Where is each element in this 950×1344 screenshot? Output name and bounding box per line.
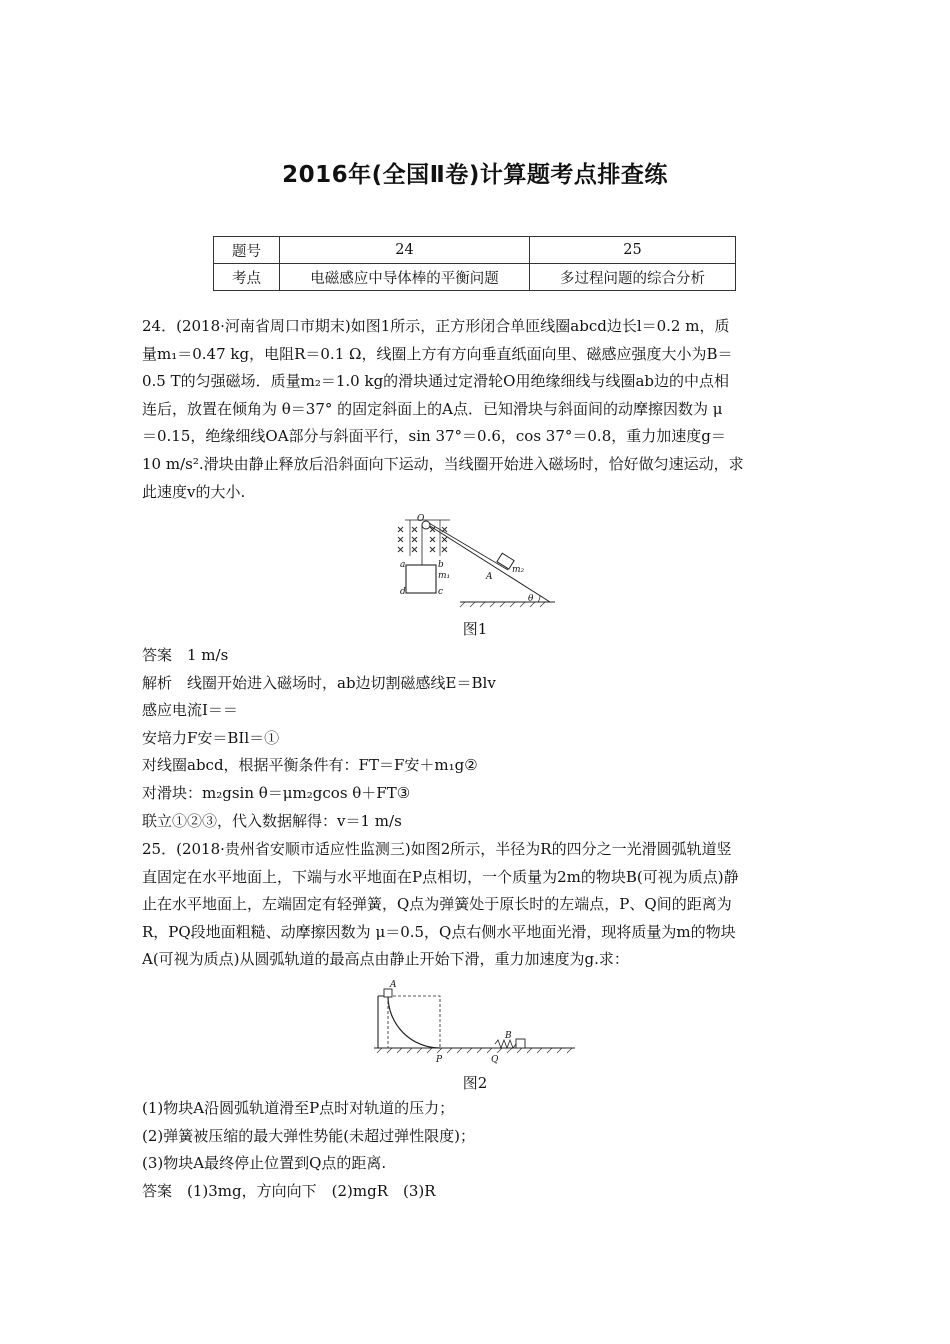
text-line: 直固定在水平地面上，下端与水平地面在P点相切，一个质量为2m的物块B(可视为质点)静 bbox=[142, 867, 739, 886]
text-line: A(可视为质点)从圆弧轨道的最高点由静止开始下滑，重力加速度为g.求： bbox=[142, 950, 629, 969]
label-d: d bbox=[400, 587, 406, 597]
subquestions-25 bbox=[142, 1095, 810, 1205]
label-b: b bbox=[438, 560, 444, 570]
label-Q: Q bbox=[491, 1055, 499, 1065]
sub-question: (3)物块A最终停止位置到Q点的距离. bbox=[142, 1154, 387, 1173]
analysis-line: 联立①②③，代入数据解得：v＝1 m/s bbox=[142, 811, 402, 830]
block-b bbox=[516, 1039, 525, 1048]
label-m1: m₁ bbox=[438, 571, 451, 581]
label-o: O bbox=[417, 514, 425, 524]
table-header-cell: 考点 bbox=[214, 264, 280, 291]
analysis-line: 解析 线圈开始进入磁场时，ab边切割磁感线E＝Blv bbox=[142, 673, 496, 692]
table-cell: 电磁感应中导体棒的平衡问题 bbox=[280, 264, 530, 291]
question-24 bbox=[142, 313, 810, 506]
text-line: R，PQ段地面粗糙、动摩擦因数为 μ＝0.5，Q点右侧水平地面光滑，现将质量为m的物块 bbox=[142, 922, 736, 941]
text-line: 连后，放置在倾角为 θ＝37° 的固定斜面上的A点．已知滑块与斜面间的动摩擦因数为 μ bbox=[142, 399, 723, 418]
spring bbox=[495, 1040, 516, 1048]
analysis-line: 对线圈abcd，根据平衡条件有：FT＝F安＋m₁g② bbox=[142, 756, 478, 775]
label-A: A bbox=[486, 572, 493, 582]
analysis-line: 对滑块：m₂gsin θ＝μm₂gcos θ＋FT③ bbox=[142, 783, 411, 802]
table-cell: 24 bbox=[280, 237, 530, 264]
sub-question: (1)物块A沿圆弧轨道滑至P点时对轨道的压力； bbox=[142, 1099, 455, 1117]
table-row bbox=[214, 264, 736, 291]
table-cell: 多过程问题的综合分析 bbox=[530, 264, 736, 291]
figure-2 bbox=[370, 976, 580, 1066]
label-B: B bbox=[505, 1031, 512, 1041]
text-line: 24．(2018·河南省周口市期末)如图1所示，正方形闭合单匝线圈abcd边长l＝0.2 m，质 bbox=[142, 317, 730, 335]
block-a bbox=[384, 989, 392, 997]
label-P: P bbox=[436, 1055, 443, 1065]
question-25 bbox=[142, 836, 810, 974]
arc-track bbox=[388, 996, 440, 1048]
label-theta: θ bbox=[528, 594, 534, 604]
sub-question: (2)弹簧被压缩的最大弹性势能(未超过弹性限度)； bbox=[142, 1126, 475, 1145]
label-a: a bbox=[400, 560, 406, 570]
answer-24 bbox=[142, 642, 810, 835]
analysis-line: 感应电流I＝＝ bbox=[142, 701, 238, 720]
topics-table bbox=[213, 236, 736, 291]
analysis-line: 安培力F安＝BIl＝① bbox=[142, 728, 280, 747]
text-line: ＝0.15，绝缘细线OA部分与斜面平行，sin 37°＝0.6，cos 37°＝0.8，重力加速度g＝ bbox=[142, 427, 726, 446]
text-line: 量m₁＝0.47 kg，电阻R＝0.1 Ω，线圈上方有方向垂直纸面向里、磁感应强度大小为B＝ bbox=[142, 344, 733, 363]
answer-line: 答案 1 m/s bbox=[142, 646, 229, 664]
figure-2-caption: 图2 bbox=[462, 1074, 488, 1092]
page-title: 2016年(全国Ⅱ卷)计算题考点排查练 bbox=[282, 162, 668, 188]
label-c: c bbox=[438, 587, 444, 597]
text-line: 此速度v的大小. bbox=[142, 482, 246, 501]
text-line: 0.5 T的匀强磁场．质量m₂＝1.0 kg的滑块通过定滑轮O用绝缘细线与线圈ab边的中点相 bbox=[142, 372, 730, 391]
magnetic-field-crosses bbox=[398, 527, 447, 552]
table-cell: 25 bbox=[530, 237, 736, 264]
table-row bbox=[214, 237, 736, 264]
text-line: 止在水平地面上，左端固定有轻弹簧，Q点为弹簧处于原长时的左端点，P、Q间的距离为 bbox=[142, 895, 732, 914]
text-line: 25．(2018·贵州省安顺市适应性监测三)如图2所示，半径为R的四分之一光滑圆弧轨道竖 bbox=[142, 840, 732, 858]
figure-1 bbox=[390, 512, 560, 612]
label-m2: m₂ bbox=[512, 565, 525, 575]
text-line: 10 m/s².滑块由静止释放后沿斜面向下运动，当线圈开始进入磁场时，恰好做匀速运动，求 bbox=[142, 454, 744, 473]
label-A: A bbox=[390, 980, 397, 990]
table-header-cell: 题号 bbox=[214, 237, 280, 264]
coil-abcd bbox=[406, 565, 436, 593]
answer-line: 答案 (1)3mg，方向向下 (2)mgR (3)R bbox=[142, 1181, 436, 1200]
figure-1-caption: 图1 bbox=[462, 620, 488, 638]
